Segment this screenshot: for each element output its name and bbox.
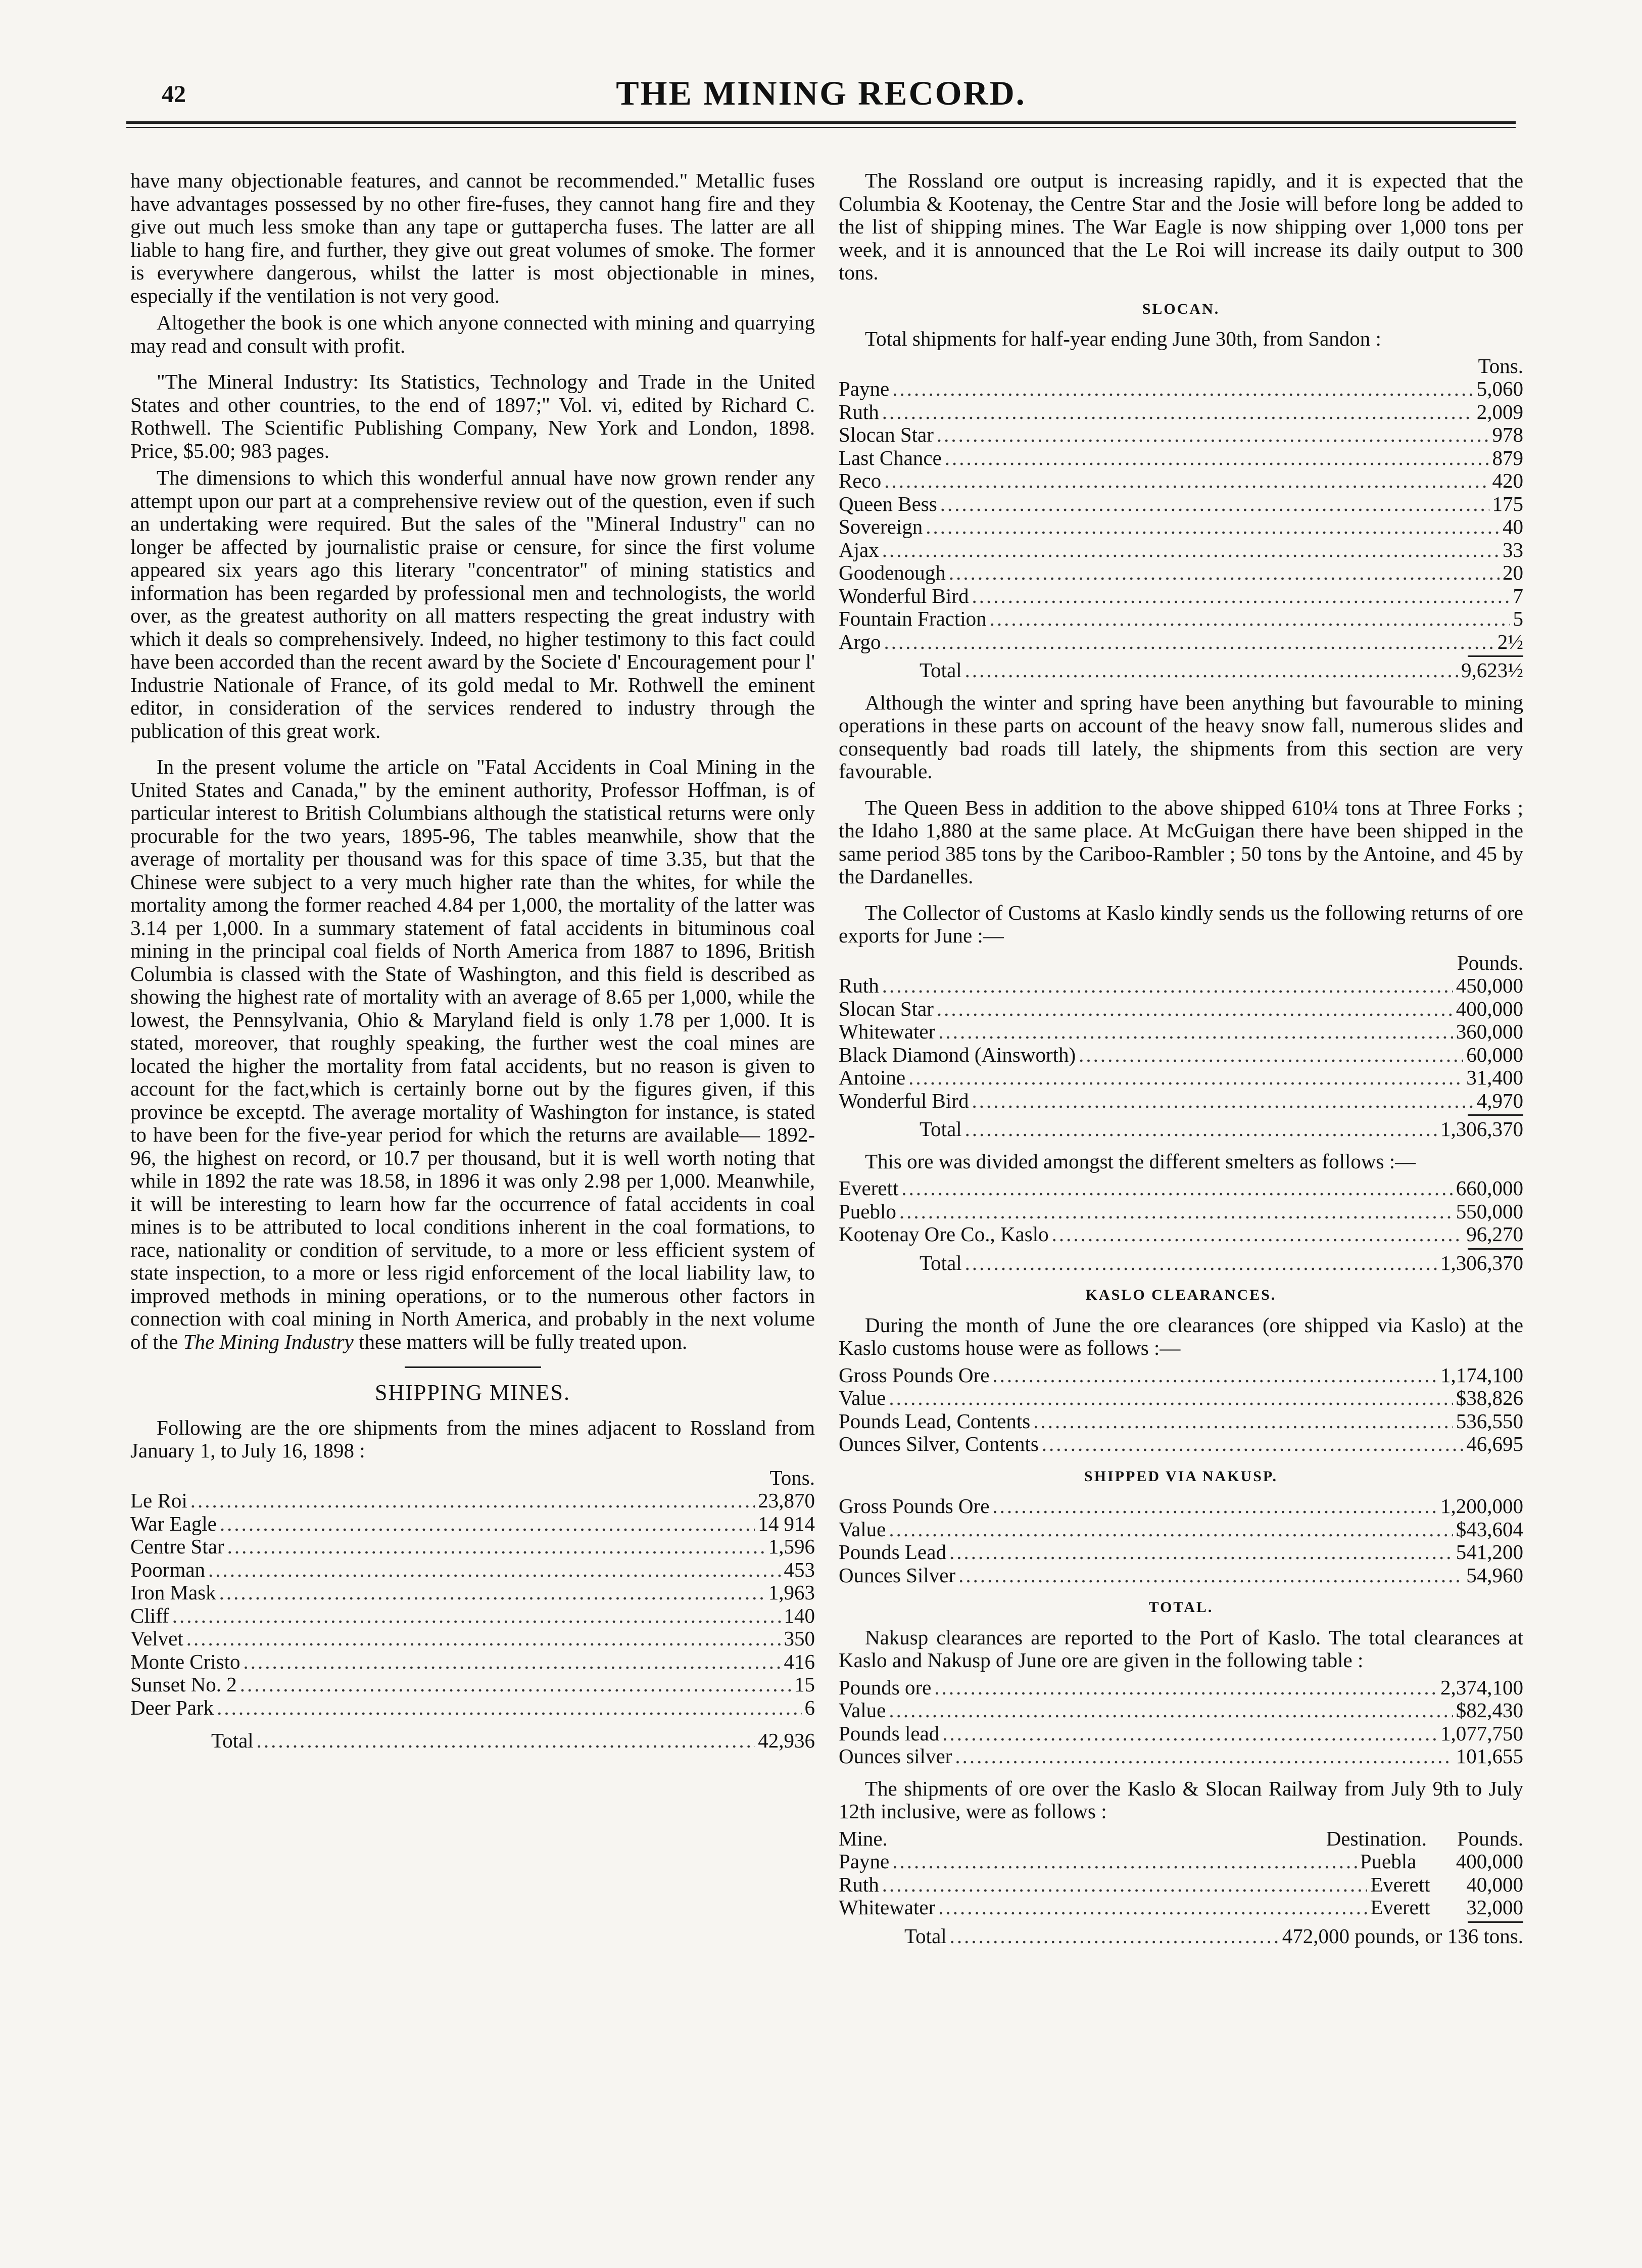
row-value: 2,009 (1476, 400, 1523, 423)
row-value: 14 914 (758, 1511, 815, 1535)
total-clearances-table (839, 1676, 1523, 1768)
paragraph: This ore was divided amongst the different smelters as follows :— (865, 1149, 1416, 1173)
right-column (839, 169, 1523, 1957)
row-destination: Everett (1370, 1896, 1430, 1919)
table-row (839, 1495, 1523, 1518)
nakusp-table (839, 1495, 1523, 1587)
row-value: 400,000 (1456, 1850, 1523, 1873)
table-row (839, 447, 1523, 470)
row-value: 60,000 (1466, 1043, 1523, 1066)
row-label: Fountain Fraction (839, 607, 987, 630)
table-row (839, 493, 1523, 516)
row-label: Poorman (130, 1557, 206, 1581)
table-row (839, 1410, 1523, 1433)
row-value: 536,550 (1456, 1409, 1523, 1433)
row-label: Deer Park (130, 1695, 214, 1719)
paragraph-text: In the present volume the article on "Fatal Accidents in Coal Mining in the United States and Canada," by the eminent authority, Professor Hoffman, is of particular interest to British Columbians although the statistical returns were only procurable for the two years, 1895-96, The tables meanwhile, show that the average of mortality per thousand was for this space of time 3.35, but that the Chinese were subject to a very much higher rate than the whites, for while the mortality among the former reached 4.84 per 1,000, the mortality of the latter was 3.14 per 1,000. In a summary statement of fatal accidents in bituminous coal mining in the principal coal fields of North America from 1887 to 1896, British Columbia is classed with the State of Washington, and this field is described as showing the highest rate of mortality with an average of 8.65 per 1,000, while the lowest, the Pennsylvania, Ohio & Maryland field is only 1.78 per 1,000. It is stated, moreover, that roughly speaking, the further west the coal mines are located the higher the mortality from fatal accidents, but no reason is given to account for the fact,which is certainly borne out by the figures given, if this province be exceptd. The average mortality of Washington for instance, is stated to have been for the five-year period for which the returns are available— 1892-96, the highest on record, or 10.7 per thousand, but it is well worth noting that while in 1892 the rate was 18.58, in 1896 it was only 2.98 per 1,000. Meanwhile, it will be interesting to learn how far the occurrence of fatal accidents in coal mines is to be attributed to local conditions inherent in the coal formations, to race, nationality or condition of servitude, to a more or less efficient system of state inspection, to a more or less rigid enforcement of the local liability law, to improved methods in mining operations, or to the numerous other factors in connection with coal mining in North America, and probably in the next volume of the (130, 755, 815, 1353)
table-row (839, 1066, 1523, 1090)
leader-dots (908, 1066, 1463, 1090)
row-value: 23,870 (758, 1489, 815, 1512)
row-label: Everett (839, 1176, 899, 1200)
row-value: 101,655 (1456, 1744, 1523, 1768)
leader-dots (899, 1200, 1453, 1223)
paragraph: Following are the ore shipments from the mines adjacent to Rossland from January 1, to July 16, 1898 : (130, 1415, 815, 1462)
table-row (839, 1722, 1523, 1745)
paragraph: The dimensions to which this wonderful annual have now grown render any attempt upon our part at a comprehensive review out of the question, even if such an undertaking were required. But the sales of the "Mineral Industry" can no longer be affected by journalistic praise or censure, for since the first volume appeared six years ago this literary "concentrator" of mining statistics and information has been regarded by professional men and technologists, the world over, as the greatest authority on all matters respecting the great industry with which it deals so comprehensively. Indeed, no higher testimony to this fact could have been accorded than the recent award by the Societe d' Encouragement pour l' Industrie Nationale of France, of its gold medal to Mr. Rothwell the eminent editor, in consideration of the services rendered to industry through the publication of this great work. (130, 466, 815, 742)
total-row (839, 1118, 1523, 1141)
row-label: Payne (839, 377, 890, 400)
row-value: 1,200,000 (1440, 1494, 1523, 1518)
smelter-table (839, 1177, 1523, 1274)
total-row (839, 1252, 1523, 1275)
row-label: Ruth (839, 400, 879, 423)
row-value: 453 (784, 1557, 815, 1581)
row-label: Kootenay Ore Co., Kaslo (839, 1222, 1049, 1246)
header-rule (126, 121, 1516, 128)
page-number: 42 (162, 81, 186, 108)
row-destination: Everett (1370, 1872, 1430, 1896)
total-rule (1468, 1114, 1523, 1116)
total-row (839, 659, 1523, 682)
leader-dots (901, 1177, 1453, 1200)
leader-dots (949, 561, 1500, 585)
table-row (130, 1535, 815, 1558)
leader-dots (934, 1676, 1437, 1699)
total-rule (1468, 1248, 1523, 1250)
row-label: Queen Bess (839, 492, 937, 515)
section-heading: SHIPPING MINES. (375, 1380, 570, 1405)
paragraph: The Rossland ore output is increasing rapidly, and it is expected that the Columbia & Kootenay, the Centre Star and the Josie will before long be added to the list of shipping mines. The War Eagle is now shipping over 1,000 tons per week, and it is announced that the Le Roi will increase its daily output to 300 tons. (839, 169, 1523, 284)
leader-dots (208, 1558, 781, 1582)
row-label: Iron Mask (130, 1581, 216, 1604)
leader-dots (972, 1090, 1473, 1113)
row-label: Le Roi (130, 1489, 187, 1512)
leader-dots (949, 1541, 1453, 1564)
leader-dots (938, 1896, 1367, 1919)
leader-dots (992, 1364, 1437, 1387)
row-label: Pounds ore (839, 1675, 932, 1699)
table-row (839, 1699, 1523, 1722)
leader-dots (940, 493, 1489, 516)
row-value: 400,000 (1456, 997, 1523, 1020)
leader-dots (889, 1518, 1453, 1541)
row-label: Pounds Lead (839, 1540, 946, 1564)
total-value: 42,936 (758, 1729, 815, 1752)
section-divider (405, 1366, 541, 1368)
total-value: 9,623½ (1461, 658, 1523, 682)
leader-dots (240, 1673, 791, 1696)
leader-dots (958, 1564, 1463, 1587)
leader-dots (884, 469, 1489, 493)
table-row (839, 401, 1523, 424)
leader-dots (942, 1722, 1437, 1745)
row-value: 54,960 (1466, 1563, 1523, 1587)
paragraph (130, 755, 815, 1353)
total-rule (1468, 1921, 1523, 1923)
table-row (839, 1090, 1523, 1113)
leader-dots (190, 1489, 755, 1513)
total-value: 472,000 pounds, or 136 tons. (1282, 1924, 1523, 1948)
total-label: Total (904, 1924, 947, 1948)
row-value: 360,000 (1456, 1020, 1523, 1043)
row-label: Payne (839, 1850, 890, 1873)
row-value: 879 (1492, 446, 1523, 469)
section-heading: TOTAL. (1148, 1599, 1214, 1616)
paragraph: The Queen Bess in addition to the above shipped 610¼ tons at Three Forks ; the Idaho 1,880 at the same place. At McGuigan there have been shipped in the same period 385 tons by the Cariboo-Rambler ; 50 tons by the Antoine, and 45 by the Dardanelles. (839, 795, 1523, 888)
leader-dots (244, 1650, 781, 1674)
leader-dots (1052, 1223, 1464, 1246)
leader-dots (882, 401, 1474, 424)
total-label: Total (920, 1117, 962, 1141)
leader-dots (220, 1513, 755, 1536)
section-heading: SLOCAN. (1142, 300, 1220, 317)
row-value: 5,060 (1476, 377, 1523, 400)
leader-dots (965, 1118, 1437, 1141)
row-label: Black Diamond (Ainsworth) (839, 1043, 1076, 1066)
railway-table (839, 1827, 1523, 1948)
row-label: Centre Star (130, 1535, 224, 1558)
row-label: Ounces Silver, Contents (839, 1432, 1039, 1455)
table-row (839, 423, 1523, 447)
table-row (839, 585, 1523, 608)
leader-dots (972, 585, 1510, 608)
paragraph: Although the winter and spring have been anything but favourable to mining operations in these parts on account of the heavy snow fall, numerous slides and consequently bad roads till lately, the shipments from this section are very favourable. (839, 690, 1523, 783)
journal-title: THE MINING RECORD. (616, 74, 1026, 112)
row-value: 1,174,100 (1440, 1363, 1523, 1387)
leader-dots (990, 607, 1510, 631)
row-label: Value (839, 1517, 886, 1541)
table-row (839, 1020, 1523, 1044)
row-value: 31,400 (1466, 1066, 1523, 1089)
row-value: 32,000 (1466, 1896, 1523, 1919)
left-column (130, 169, 815, 1762)
column-header-mine: Mine. (839, 1826, 888, 1850)
table-row (839, 1433, 1523, 1456)
total-label: Total (920, 1251, 962, 1274)
leader-dots (955, 1745, 1453, 1768)
row-label: Argo (839, 630, 881, 653)
kaslo-exports-table (839, 952, 1523, 1141)
row-label: Antoine (839, 1066, 906, 1089)
table-row (130, 1696, 815, 1720)
row-label: War Eagle (130, 1511, 217, 1535)
table-row (839, 974, 1523, 998)
paragraph: "The Mineral Industry: Its Statistics, Technology and Trade in the United States and other countries, to the end of 1897;" Vol. vi, edited by Richard C. Rothwell. The Scientific Publishing Company, New York and London, 1898. Price, $5.00; 983 pages. (130, 370, 815, 462)
row-label: Pounds Lead, Contents (839, 1409, 1031, 1433)
table-row (839, 1518, 1523, 1541)
row-destination: Puebla (1360, 1850, 1417, 1873)
row-value: $43,604 (1456, 1517, 1523, 1541)
slocan-table (839, 355, 1523, 682)
table-row (839, 1364, 1523, 1387)
leader-dots (172, 1604, 781, 1628)
total-label: Total (920, 658, 962, 682)
row-value: 33 (1503, 538, 1523, 561)
leader-dots (257, 1729, 755, 1753)
running-head (126, 73, 1516, 129)
leader-dots (965, 659, 1458, 682)
leader-dots (1079, 1044, 1463, 1067)
row-label: Value (839, 1386, 886, 1409)
total-value: 1,306,370 (1440, 1251, 1523, 1274)
row-value: 7 (1513, 584, 1523, 607)
shipping-table (130, 1467, 815, 1753)
row-label: Slocan Star (839, 423, 934, 446)
leader-dots (186, 1627, 781, 1650)
leader-dots (882, 539, 1500, 562)
table-row (839, 1896, 1523, 1919)
table-row (839, 631, 1523, 654)
row-value: 4,970 (1476, 1089, 1523, 1112)
row-label: Wonderful Bird (839, 584, 969, 607)
row-value: 40 (1503, 515, 1523, 538)
paragraph: The shipments of ore over the Kaslo & Slocan Railway from July 9th to July 12th inclusive, were as follows : (839, 1776, 1523, 1823)
leader-dots (950, 1925, 1279, 1948)
clearances-table (839, 1364, 1523, 1456)
row-value: 416 (784, 1649, 815, 1673)
row-label: Ounces Silver (839, 1563, 956, 1587)
row-label: Ruth (839, 1872, 879, 1896)
row-label: Gross Pounds Ore (839, 1494, 990, 1518)
total-row (130, 1729, 815, 1753)
row-label: Sunset No. 2 (130, 1673, 237, 1696)
leader-dots (892, 377, 1474, 401)
row-label: Goodenough (839, 561, 946, 584)
row-label: Value (839, 1698, 886, 1722)
units-label: Tons. (769, 1466, 815, 1489)
row-label: Ajax (839, 538, 879, 561)
units-label: Tons. (1478, 354, 1523, 377)
leader-dots (884, 631, 1494, 654)
row-value: 1,596 (768, 1535, 815, 1558)
table-row (130, 1581, 815, 1604)
table-row (839, 1200, 1523, 1223)
row-label: Pounds lead (839, 1721, 940, 1745)
table-row (839, 1850, 1523, 1873)
leader-dots (882, 974, 1453, 998)
leader-dots (882, 1873, 1368, 1897)
row-label: Velvet (130, 1627, 183, 1650)
row-label: Ounces silver (839, 1744, 952, 1768)
row-value: 350 (784, 1627, 815, 1650)
total-label: Total (211, 1729, 254, 1752)
row-value: 550,000 (1456, 1199, 1523, 1223)
row-value: 2,374,100 (1440, 1675, 1523, 1699)
total-rule (1468, 655, 1523, 657)
table-row (130, 1673, 815, 1696)
row-label: Reco (839, 469, 882, 492)
units-label: Pounds. (1457, 951, 1523, 974)
row-value: 660,000 (1456, 1176, 1523, 1200)
row-value: 140 (784, 1603, 815, 1627)
table-row (839, 1387, 1523, 1410)
paragraph: Total shipments for half-year ending June 30th, from Sandon : (865, 327, 1381, 350)
row-value: $82,430 (1456, 1698, 1523, 1722)
row-label: Whitewater (839, 1020, 936, 1043)
column-header-destination: Destination. (1326, 1826, 1427, 1850)
table-row (839, 1873, 1523, 1897)
table-row (839, 539, 1523, 562)
leader-dots (937, 423, 1489, 447)
table-row (839, 1564, 1523, 1587)
table-row (839, 998, 1523, 1021)
row-value: 20 (1503, 561, 1523, 584)
table-row (839, 607, 1523, 631)
table-row (839, 1541, 1523, 1564)
row-value: 96,270 (1466, 1222, 1523, 1246)
row-value: 1,963 (768, 1581, 815, 1604)
row-value: 6 (804, 1695, 815, 1719)
row-label: Wonderful Bird (839, 1089, 969, 1112)
leader-dots (938, 1020, 1453, 1044)
row-label: Last Chance (839, 446, 942, 469)
row-label: Ruth (839, 974, 879, 997)
row-value: 541,200 (1456, 1540, 1523, 1564)
table-row (839, 469, 1523, 493)
leader-dots (227, 1535, 765, 1558)
row-label: Gross Pounds Ore (839, 1363, 990, 1387)
row-value: 175 (1492, 492, 1523, 515)
paragraph: have many objectionable features, and cannot be recommended." Metallic fuses have advantages possessed by no other fire-fuses, they cannot hang fire and they give out much less smoke than any tape or guttapercha fuses. The latter are all liable to hang fire, and further, they give out great volumes of smoke. The former is everywhere dangerous, whilst the latter is most objectionable in mines, especially if the ventilation is not very good. (130, 169, 815, 307)
row-value: 978 (1492, 423, 1523, 446)
table-row (130, 1650, 815, 1674)
row-label: Cliff (130, 1603, 169, 1627)
row-value: 420 (1492, 469, 1523, 492)
total-value: 1,306,370 (1440, 1117, 1523, 1141)
row-label: Slocan Star (839, 997, 934, 1020)
table-row (839, 1745, 1523, 1768)
leader-dots (937, 998, 1453, 1021)
leader-dots (889, 1699, 1453, 1722)
leader-dots (1033, 1410, 1453, 1433)
section-heading: SHIPPED VIA NAKUSP. (1084, 1468, 1278, 1485)
row-value: 450,000 (1456, 974, 1523, 997)
row-value: 2½ (1497, 630, 1523, 653)
leader-dots (1042, 1433, 1463, 1456)
row-value: 1,077,750 (1440, 1721, 1523, 1745)
table-row (839, 377, 1523, 401)
table-row (130, 1513, 815, 1536)
row-value: 46,695 (1466, 1432, 1523, 1455)
leader-dots (889, 1387, 1453, 1410)
row-value: 15 (794, 1673, 815, 1696)
row-value: 40,000 (1466, 1872, 1523, 1896)
row-value: $38,826 (1456, 1386, 1523, 1409)
paragraph-text: these matters will be fully treated upon. (353, 1330, 688, 1353)
leader-dots (219, 1581, 765, 1604)
leader-dots (992, 1495, 1437, 1518)
column-header-pounds: Pounds. (1457, 1826, 1523, 1850)
table-row (839, 515, 1523, 539)
leader-dots (926, 515, 1500, 539)
row-value: 5 (1513, 607, 1523, 630)
row-label: Sovereign (839, 515, 923, 538)
leader-dots (965, 1252, 1437, 1275)
table-row (839, 1044, 1523, 1067)
table-row (839, 1223, 1523, 1246)
row-label: Pueblo (839, 1199, 896, 1223)
leader-dots (217, 1696, 801, 1720)
total-row (839, 1925, 1523, 1948)
leader-dots (945, 447, 1489, 470)
paragraph: Altogether the book is one which anyone connected with mining and quarrying may read and consult with profit. (130, 311, 815, 357)
paragraph: The Collector of Customs at Kaslo kindly sends us the following returns of ore exports for June :— (839, 901, 1523, 947)
paragraph: Nakusp clearances are reported to the Port of Kaslo. The total clearances at Kaslo and Nakusp of June ore are given in the following table : (839, 1625, 1523, 1672)
table-row (130, 1489, 815, 1513)
table-row (839, 1676, 1523, 1699)
section-heading: KASLO CLEARANCES. (1085, 1287, 1277, 1303)
leader-dots (892, 1850, 1357, 1873)
table-row (130, 1627, 815, 1650)
railway-table-header (839, 1827, 1523, 1851)
table-row (839, 561, 1523, 585)
italic-title: The Mining Industry (183, 1330, 354, 1353)
table-row (130, 1604, 815, 1628)
paragraph: During the month of June the ore clearances (ore shipped via Kaslo) at the Kaslo customs house were as follows :— (839, 1313, 1523, 1359)
row-label: Whitewater (839, 1896, 936, 1919)
row-label: Monte Cristo (130, 1649, 240, 1673)
table-row (130, 1558, 815, 1582)
table-row (839, 1177, 1523, 1200)
